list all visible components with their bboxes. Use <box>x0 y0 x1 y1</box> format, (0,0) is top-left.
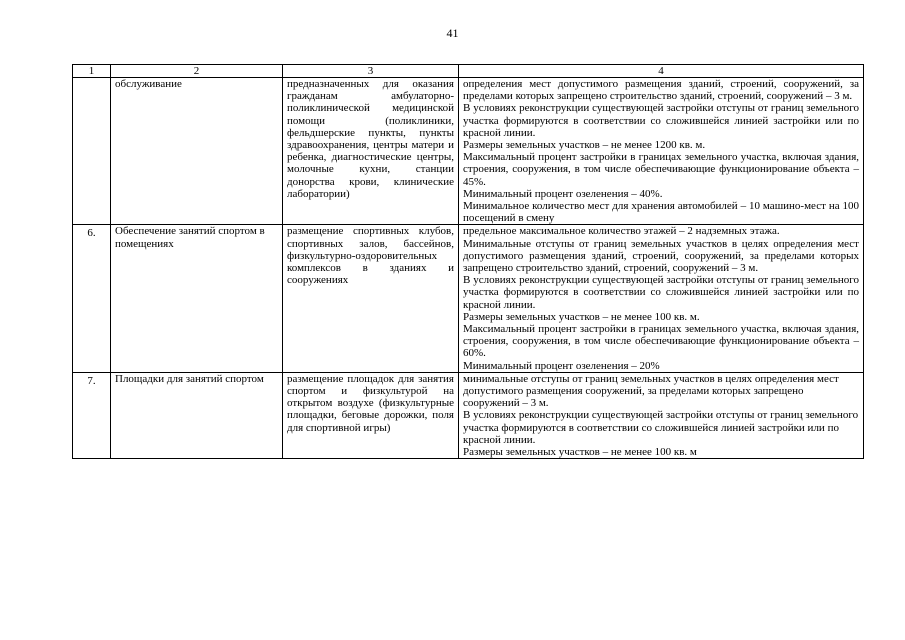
table-row <box>73 78 864 225</box>
table-row <box>73 372 864 458</box>
use-name: обслуживание <box>111 78 283 225</box>
row-number: 7. <box>73 372 111 458</box>
row-number: 6. <box>73 225 111 372</box>
use-name: Обеспечение занятий спортом в помещениях <box>111 225 283 372</box>
column-number-1: 1 <box>73 65 111 78</box>
parameter-item: Минимальный процент озеленения – 40%. <box>463 187 663 200</box>
use-parameters <box>459 78 864 225</box>
parameter-item: В условиях реконструкции существующей застройки отступы от границ земельного участка формируются в соответствии со сложившейся линией застройки или по красной линии. <box>463 102 859 139</box>
parameter-item: определения мест допустимого размещения зданий, строений, сооружений, за пределами которых запрещено строительство зданий, строений, сооружений – 3 м. <box>463 78 859 103</box>
parameter-item: Минимальные отступы от границ земельных участков в целях определения мест допустимого размещения зданий, строений, сооружений, за пределами которых запрещено строительство зданий, строений, сооружений – 3 м. <box>463 237 859 275</box>
parameter-item: минимальные отступы от границ земельных участков в целях определения мест допустимого размещения сооружений, за пределами которых запрещено сооружений – 3 м. <box>463 372 839 410</box>
use-parameters <box>459 225 864 372</box>
parameter-item: Минимальное количество мест для хранения автомобилей – 10 машино-мест на 100 посещений в смену <box>463 200 859 225</box>
parameter-item: Максимальный процент застройки в границах земельного участка, включая здания, строения, сооружения, в том числе обеспечивающие функционирование объекта – 45%. <box>463 151 859 188</box>
parameter-item: Максимальный процент застройки в границах земельного участка, включая здания, строения, сооружения, в том числе обеспечивающие функционирование объекта – 60%. <box>463 323 859 360</box>
use-description: размещение спортивных клубов, спортивных залов, бассейнов, физкультурно-оздоровительных комплексов в зданиях и сооружениях <box>283 225 459 372</box>
column-number-2: 2 <box>111 65 283 78</box>
parameter-item: предельное максимальное количество этажей – 2 надземных этажа. <box>463 225 780 238</box>
row-number <box>73 78 111 225</box>
parameter-item: Размеры земельных участков – не менее 100 кв. м <box>463 446 697 459</box>
table-row <box>73 225 864 372</box>
parameter-item: В условиях реконструкции существующей застройки отступы от границ земельного участка формируются в соответствии со сложившейся линией застройки или по красной линии. <box>463 274 859 311</box>
use-description: размещение площадок для занятия спортом и физкультурой на открытом воздухе (физкультурные площадки, беговые дорожки, поля для спортивной игры) <box>283 372 459 458</box>
column-number-4: 4 <box>459 65 864 78</box>
parameter-item: Минимальный процент озеленения – 20% <box>463 359 660 372</box>
column-number-3: 3 <box>283 65 459 78</box>
parameter-item: Размеры земельных участков – не менее 1200 кв. м. <box>463 139 706 152</box>
table-header-row <box>73 65 864 78</box>
parameter-item: В условиях реконструкции существующей застройки отступы от границ земельного участка формируются в соответствии со сложившейся линией застройки или по красной линии. <box>463 409 859 446</box>
use-parameters <box>459 372 864 458</box>
parameter-item: Размеры земельных участков – не менее 100 кв. м. <box>463 310 700 323</box>
page-number: 41 <box>446 26 459 40</box>
zoning-table <box>72 64 864 459</box>
use-name: Площадки для занятий спортом <box>111 372 283 458</box>
use-description: предназначенных для оказания гражданам амбулаторно-поликлинической медицинской помощи (поликлиники, фельдшерские пункты, пункты здравоохранения, центры матери и ребенка, диагностические центры, молочные кухни, станции донорства крови, клинические лаборатории) <box>283 78 459 225</box>
